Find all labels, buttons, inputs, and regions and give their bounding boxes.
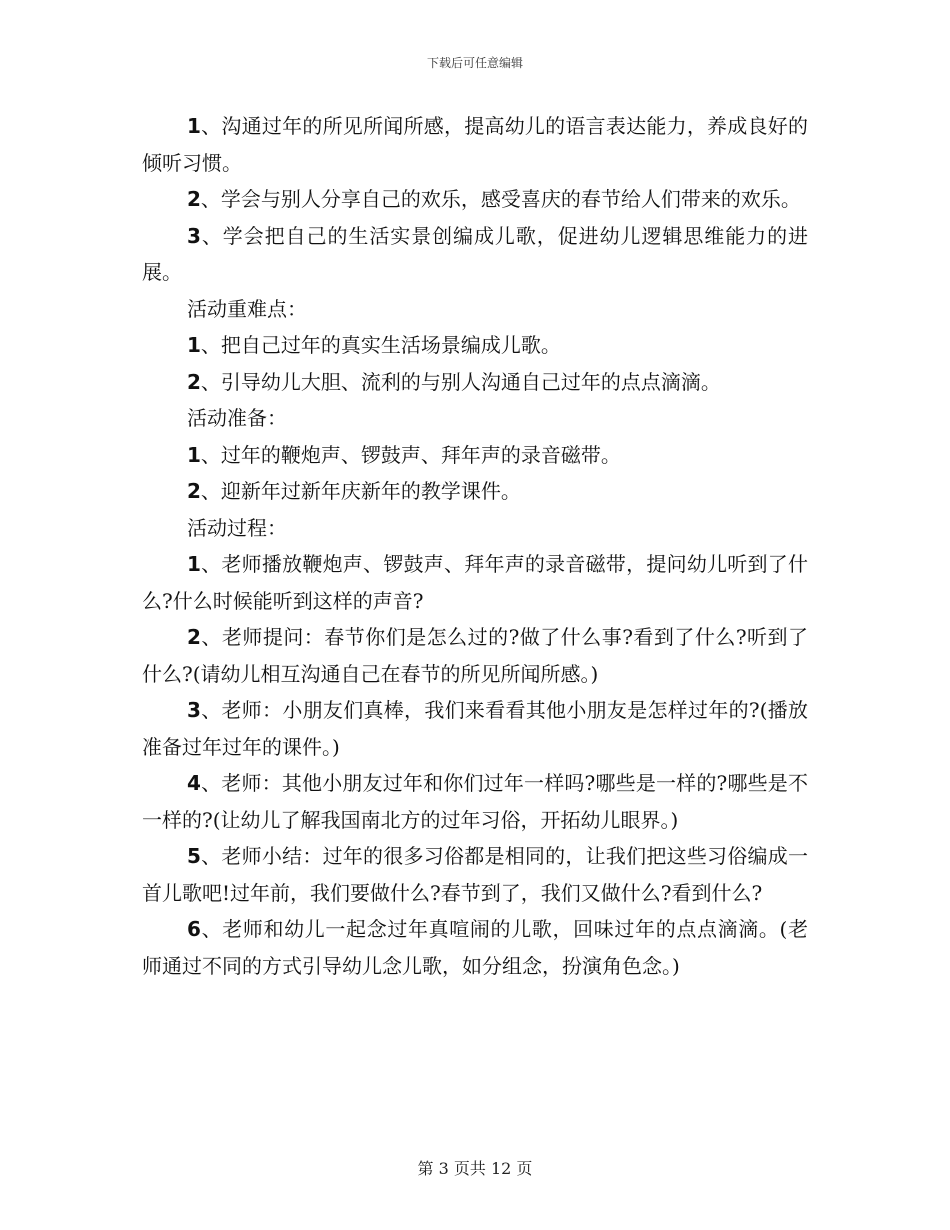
paragraph-text: 、老师小结：过年的很多习俗都是相同的，让我们把这些习俗编成一首儿歌吧!过年前，我们要做什么?春节到了，我们又做什么?看到什么? [142,844,808,905]
paragraph [142,364,808,401]
paragraph-text: 、学会把自己的生活实景创编成儿歌，促进幼儿逻辑思维能力的进展。 [142,223,808,284]
paragraph [142,473,808,510]
paragraph-text: 、学会与别人分享自己的欢乐，感受喜庆的春节给人们带来的欢乐。 [200,187,801,211]
paragraph [142,546,808,619]
section-heading [142,510,808,547]
paragraph [142,108,808,181]
paragraph-text: 活动准备： [187,406,287,430]
paragraph-text: 、老师：其他小朋友过年和你们过年一样吗?哪些是一样的?哪些是不一样的?(让幼儿了解我国南北方的过年习俗，开拓幼儿眼界。) [142,771,808,832]
item-number: 1 [187,114,201,138]
page-header: 下载后可任意编辑 [426,56,523,70]
paragraph-text: 、老师提问：春节你们是怎么过的?做了什么事?看到了什么?听到了什么?(请幼儿相互沟通自己在春节的所见所闻所感。) [142,625,808,686]
paragraph [142,692,808,765]
paragraph [142,181,808,218]
paragraph [142,619,808,692]
item-number: 3 [187,223,201,248]
paragraph-text: 、过年的鞭炮声、锣鼓声、拜年声的录音磁带。 [200,442,621,467]
paragraph [142,327,808,364]
paragraph-text: 活动过程： [187,515,287,540]
paragraph-text: 、引导幼儿大胆、流利的与别人沟通自己过年的点点滴滴。 [200,369,721,394]
item-number: 1 [187,552,201,576]
section-heading [142,291,808,328]
paragraph-text: 、老师：小朋友们真棒，我们来看看其他小朋友是怎样过年的?(播放准备过年过年的课件。) [142,698,808,759]
item-number: 1 [187,333,201,357]
section-heading [142,400,808,437]
paragraph-text: 、沟通过年的所见所闻所感，提高幼儿的语言表达能力，养成良好的倾听习惯。 [142,114,808,175]
paragraph [142,437,808,474]
item-number: 4 [187,771,201,795]
item-number: 2 [187,187,201,211]
paragraph [142,911,808,984]
paragraph-text: 、老师和幼儿一起念过年真喧闹的儿歌，回味过年的点点滴滴。(老师通过不同的方式引导幼儿念儿歌，如分组念，扮演角色念。) [142,917,808,978]
paragraph-text: 活动重难点： [187,296,307,321]
document-body [142,108,808,984]
item-number: 5 [187,844,201,868]
paragraph [142,218,808,291]
paragraph [142,765,808,838]
item-number: 3 [187,698,201,722]
paragraph [142,838,808,911]
item-number: 6 [187,917,201,941]
item-number: 1 [187,442,201,467]
paragraph-text: 、把自己过年的真实生活场景编成儿歌。 [200,333,561,357]
paragraph-text: 、老师播放鞭炮声、锣鼓声、拜年声的录音磁带，提问幼儿听到了什么?什么时候能听到这样的声音? [142,552,808,613]
item-number: 2 [187,479,201,503]
item-number: 2 [187,625,201,649]
paragraph-text: 、迎新年过新年庆新年的教学课件。 [200,479,521,503]
item-number: 2 [187,369,201,394]
page-footer: 第 3 页共 12 页 [417,1159,533,1178]
